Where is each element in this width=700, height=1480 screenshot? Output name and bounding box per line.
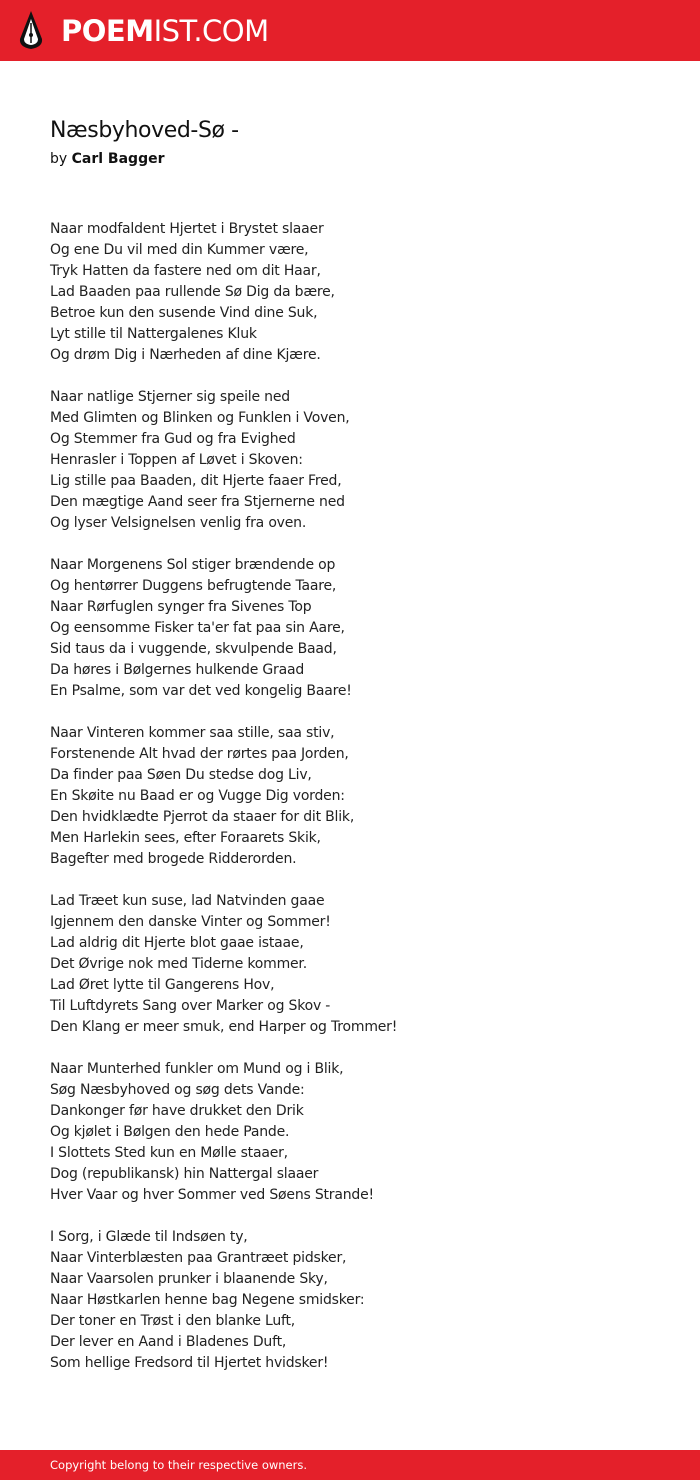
poem-line: Naar Vinterblæsten paa Grantræet pidsker, [50, 1250, 347, 1266]
poem-stanza [50, 555, 670, 702]
poem-line: En Skøite nu Baad er og Vugge Dig vorden: [50, 788, 345, 804]
poem-line: Betroe kun den susende Vind dine Suk, [50, 305, 318, 321]
poem-line: Forstenende Alt hvad der rørtes paa Jorden, [50, 746, 349, 762]
poem-line: Lad aldrig dit Hjerte blot gaae istaae, [50, 935, 304, 951]
poem-line: Søg Næsbyhoved og søg dets Vande: [50, 1082, 305, 1098]
poem-line: I Sorg, i Glæde til Indsøen ty, [50, 1229, 248, 1245]
site-footer [0, 1450, 700, 1480]
poem-stanza [50, 219, 670, 366]
author-name: Carl Bagger [71, 151, 165, 167]
poem-line: Igjennem den danske Vinter og Sommer! [50, 914, 331, 930]
poem-line: Henrasler i Toppen af Løvet i Skoven: [50, 452, 303, 468]
poem-line: Naar Høstkarlen henne bag Negene smidsker: [50, 1292, 365, 1308]
poem-line: Lad Baaden paa rullende Sø Dig da bære, [50, 284, 335, 300]
poem-line: Den Klang er meer smuk, end Harper og Trommer! [50, 1019, 398, 1035]
poem-line: Og ene Du vil med din Kummer være, [50, 242, 309, 258]
site-logo-text[interactable] [61, 11, 269, 51]
poem-title: Næsbyhoved-Sø - [50, 118, 239, 143]
poem-line: Da finder paa Søen Du stedse dog Liv, [50, 767, 312, 783]
poem-line: Naar Vaarsolen prunker i blaanende Sky, [50, 1271, 328, 1287]
poem-line: Da høres i Bølgernes hulkende Graad [50, 662, 305, 678]
brand-bold: POEM [61, 14, 154, 48]
poem-line: Lyt stille til Nattergalenes Kluk [50, 326, 257, 342]
poem-line: Til Luftdyrets Sang over Marker og Skov - [50, 998, 331, 1014]
poem-line: Der toner en Trøst i den blanke Luft, [50, 1313, 296, 1329]
poem-line: Som hellige Fredsord til Hjertet hvidsker! [50, 1355, 329, 1371]
poem-line: Lad Øret lytte til Gangerens Hov, [50, 977, 275, 993]
copyright-text: Copyright belong to their respective owners. [50, 1458, 308, 1472]
poem-line: Og hentørrer Duggens befrugtende Taare, [50, 578, 337, 594]
poem-stanza [50, 723, 670, 870]
byline [50, 149, 164, 169]
poem-line: Den mægtige Aand seer fra Stjernerne ned [50, 494, 345, 510]
poem-line: En Psalme, som var det ved kongelig Baare! [50, 683, 352, 699]
poem-line: Og lyser Velsignelsen venlig fra oven. [50, 515, 307, 531]
poem-line: Naar natlige Stjerner sig speile ned [50, 389, 290, 405]
by-label: by [50, 151, 68, 167]
poem-line: Sid taus da i vuggende, skvulpende Baad, [50, 641, 337, 657]
poem-line: Naar Vinteren kommer saa stille, saa stiv, [50, 725, 335, 741]
poem-line: Det Øvrige nok med Tiderne kommer. [50, 956, 307, 972]
pen-nib-icon[interactable] [16, 9, 46, 51]
poem-line: Med Glimten og Blinken og Funklen i Voven, [50, 410, 350, 426]
poem-stanza [50, 1227, 670, 1374]
poem-line: Der lever en Aand i Bladenes Duft, [50, 1334, 287, 1350]
poem-line: Naar Rørfuglen synger fra Sivenes Top [50, 599, 312, 615]
poem-line: Hver Vaar og hver Sommer ved Søens Strande! [50, 1187, 374, 1203]
poem-line: Og kjølet i Bølgen den hede Pande. [50, 1124, 290, 1140]
poem-line: Og drøm Dig i Nærheden af dine Kjære. [50, 347, 321, 363]
poem-stanza [50, 891, 670, 1038]
poem-line: Lad Træet kun suse, lad Natvinden gaae [50, 893, 325, 909]
poem-stanza [50, 387, 670, 534]
poem-line: Lig stille paa Baaden, dit Hjerte faaer Fred, [50, 473, 342, 489]
poem-line: Dankonger før have drukket den Drik [50, 1103, 304, 1119]
poem-line: Dog (republikansk) hin Nattergal slaaer [50, 1166, 319, 1182]
poem-body [50, 219, 670, 1395]
poem-line: Og Stemmer fra Gud og fra Evighed [50, 431, 296, 447]
poem-stanza [50, 1059, 670, 1206]
poem-line: Naar Morgenens Sol stiger brændende op [50, 557, 336, 573]
poem-line: Men Harlekin sees, efter Foraarets Skik, [50, 830, 321, 846]
poem-line: Tryk Hatten da fastere ned om dit Haar, [50, 263, 321, 279]
poem-line: Naar Munterhed funkler om Mund og i Blik, [50, 1061, 344, 1077]
poem-line: Og eensomme Fisker ta'er fat paa sin Aare, [50, 620, 345, 636]
site-header [0, 0, 700, 61]
poem-line: Bagefter med brogede Ridderorden. [50, 851, 297, 867]
brand-light: IST.COM [153, 14, 269, 48]
poem-line: Naar modfaldent Hjertet i Brystet slaaer [50, 221, 324, 237]
poem-line: Den hvidklædte Pjerrot da staaer for dit Blik, [50, 809, 355, 825]
poem-line: I Slottets Sted kun en Mølle staaer, [50, 1145, 288, 1161]
